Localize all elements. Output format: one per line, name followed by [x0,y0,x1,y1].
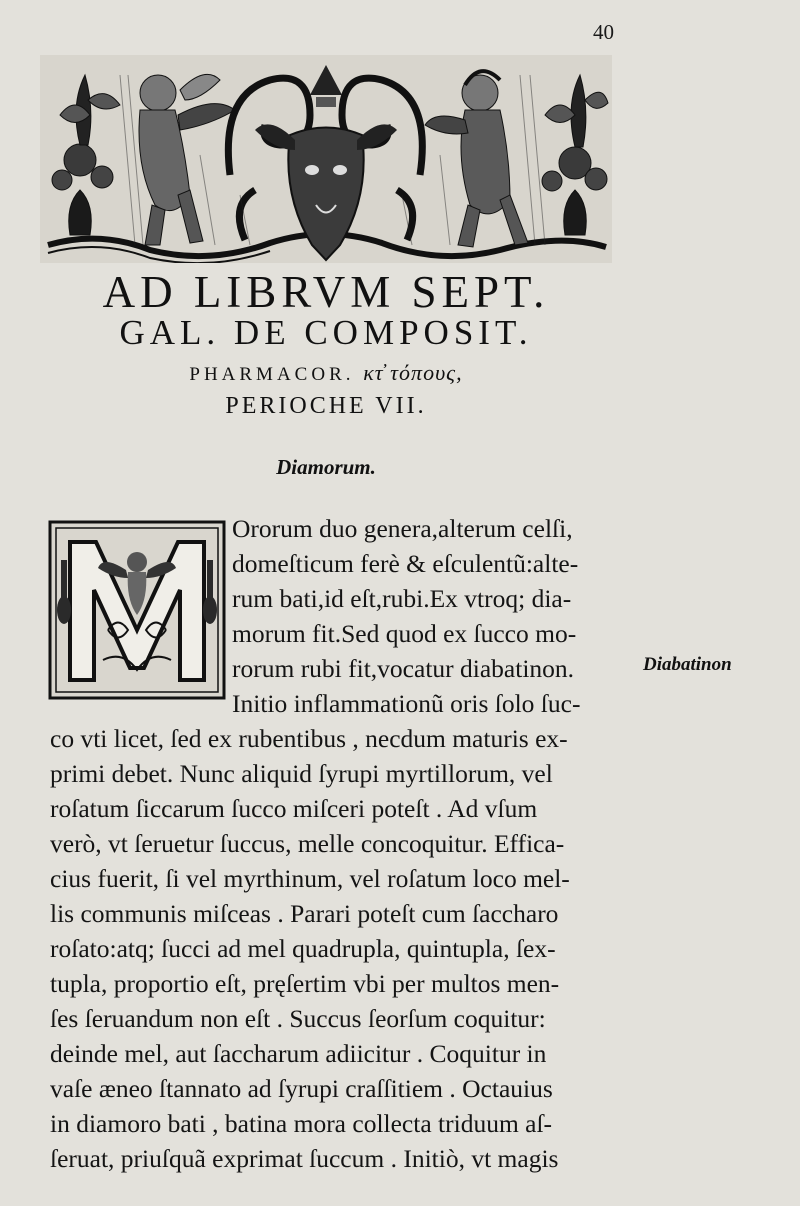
heading-line-1: AD LIBRVM SEPT. [102,267,550,317]
section-subheading: Diamorum. [276,455,376,479]
woodcut-headpiece-ornament [40,55,612,263]
heading-line-3-greek: κτ̓ τόπους, [363,360,463,385]
body-line: rum bati,id eſt,rubi.Ex vtroq; dia- [232,584,572,613]
heading-line-2: GAL. DE COMPOSIT. [119,313,533,352]
body-line: in diamoro bati , batina mora collecta triduum aſ- [50,1109,553,1138]
body-line: verò, vt ſeruetur ſuccus, melle concoquitur. Effica- [50,829,565,858]
body-line: lis communis miſceas . Parari poteſt cum ſaccharo [50,899,559,928]
body-line: co vti licet, ſed ex rubentibus , necdum maturis ex- [50,724,568,753]
body-line: primi debet. Nunc aliquid ſyrupi myrtillorum, vel [50,759,553,788]
body-line: Ororum duo genera,alterum celſi, [232,514,573,543]
body-line: ſeruat, priuſquã exprimat ſuccum . Initiò, vt magis [50,1144,559,1173]
heading-line-4: PERIOCHE VII. [225,393,427,419]
page-number: 40 [593,20,614,44]
margin-note: Diabatinon [643,654,732,675]
heading-line-3 [40,360,612,386]
body-line: tupla, proportio eſt, pręſertim vbi per multos men- [50,969,560,998]
body-line: ſes ſeruandum non eſt . Succus ſeorſum coquitur: [50,1004,546,1033]
body-line: domeſticum ferè & eſculentũ:alte- [232,549,579,578]
body-line: rorum rubi fit,vocatur diabatinon. [232,654,575,683]
body-line: deinde mel, aut ſaccharum adiicitur . Coquitur in [50,1039,547,1068]
body-line: cius fuerit, ſi vel myrthinum, vel roſatum loco mel- [50,864,570,893]
decorated-initial-m [48,520,226,700]
body-line: roſato:atq; ſucci ad mel quadrupla, quintupla, ſex- [50,934,556,963]
body-line: roſatum ſiccarum ſucco miſceri poteſt . Ad vſum [50,794,538,823]
body-line: Initio inflammationũ oris ſolo ſuc- [232,689,581,718]
heading-line-3-latin: PHARMACOR. [189,364,355,385]
body-line: vaſe æneo ſtannato ad ſyrupi craſſitiem . Octauius [50,1074,553,1103]
body-line: morum fit.Sed quod ex ſucco mo- [232,619,577,648]
